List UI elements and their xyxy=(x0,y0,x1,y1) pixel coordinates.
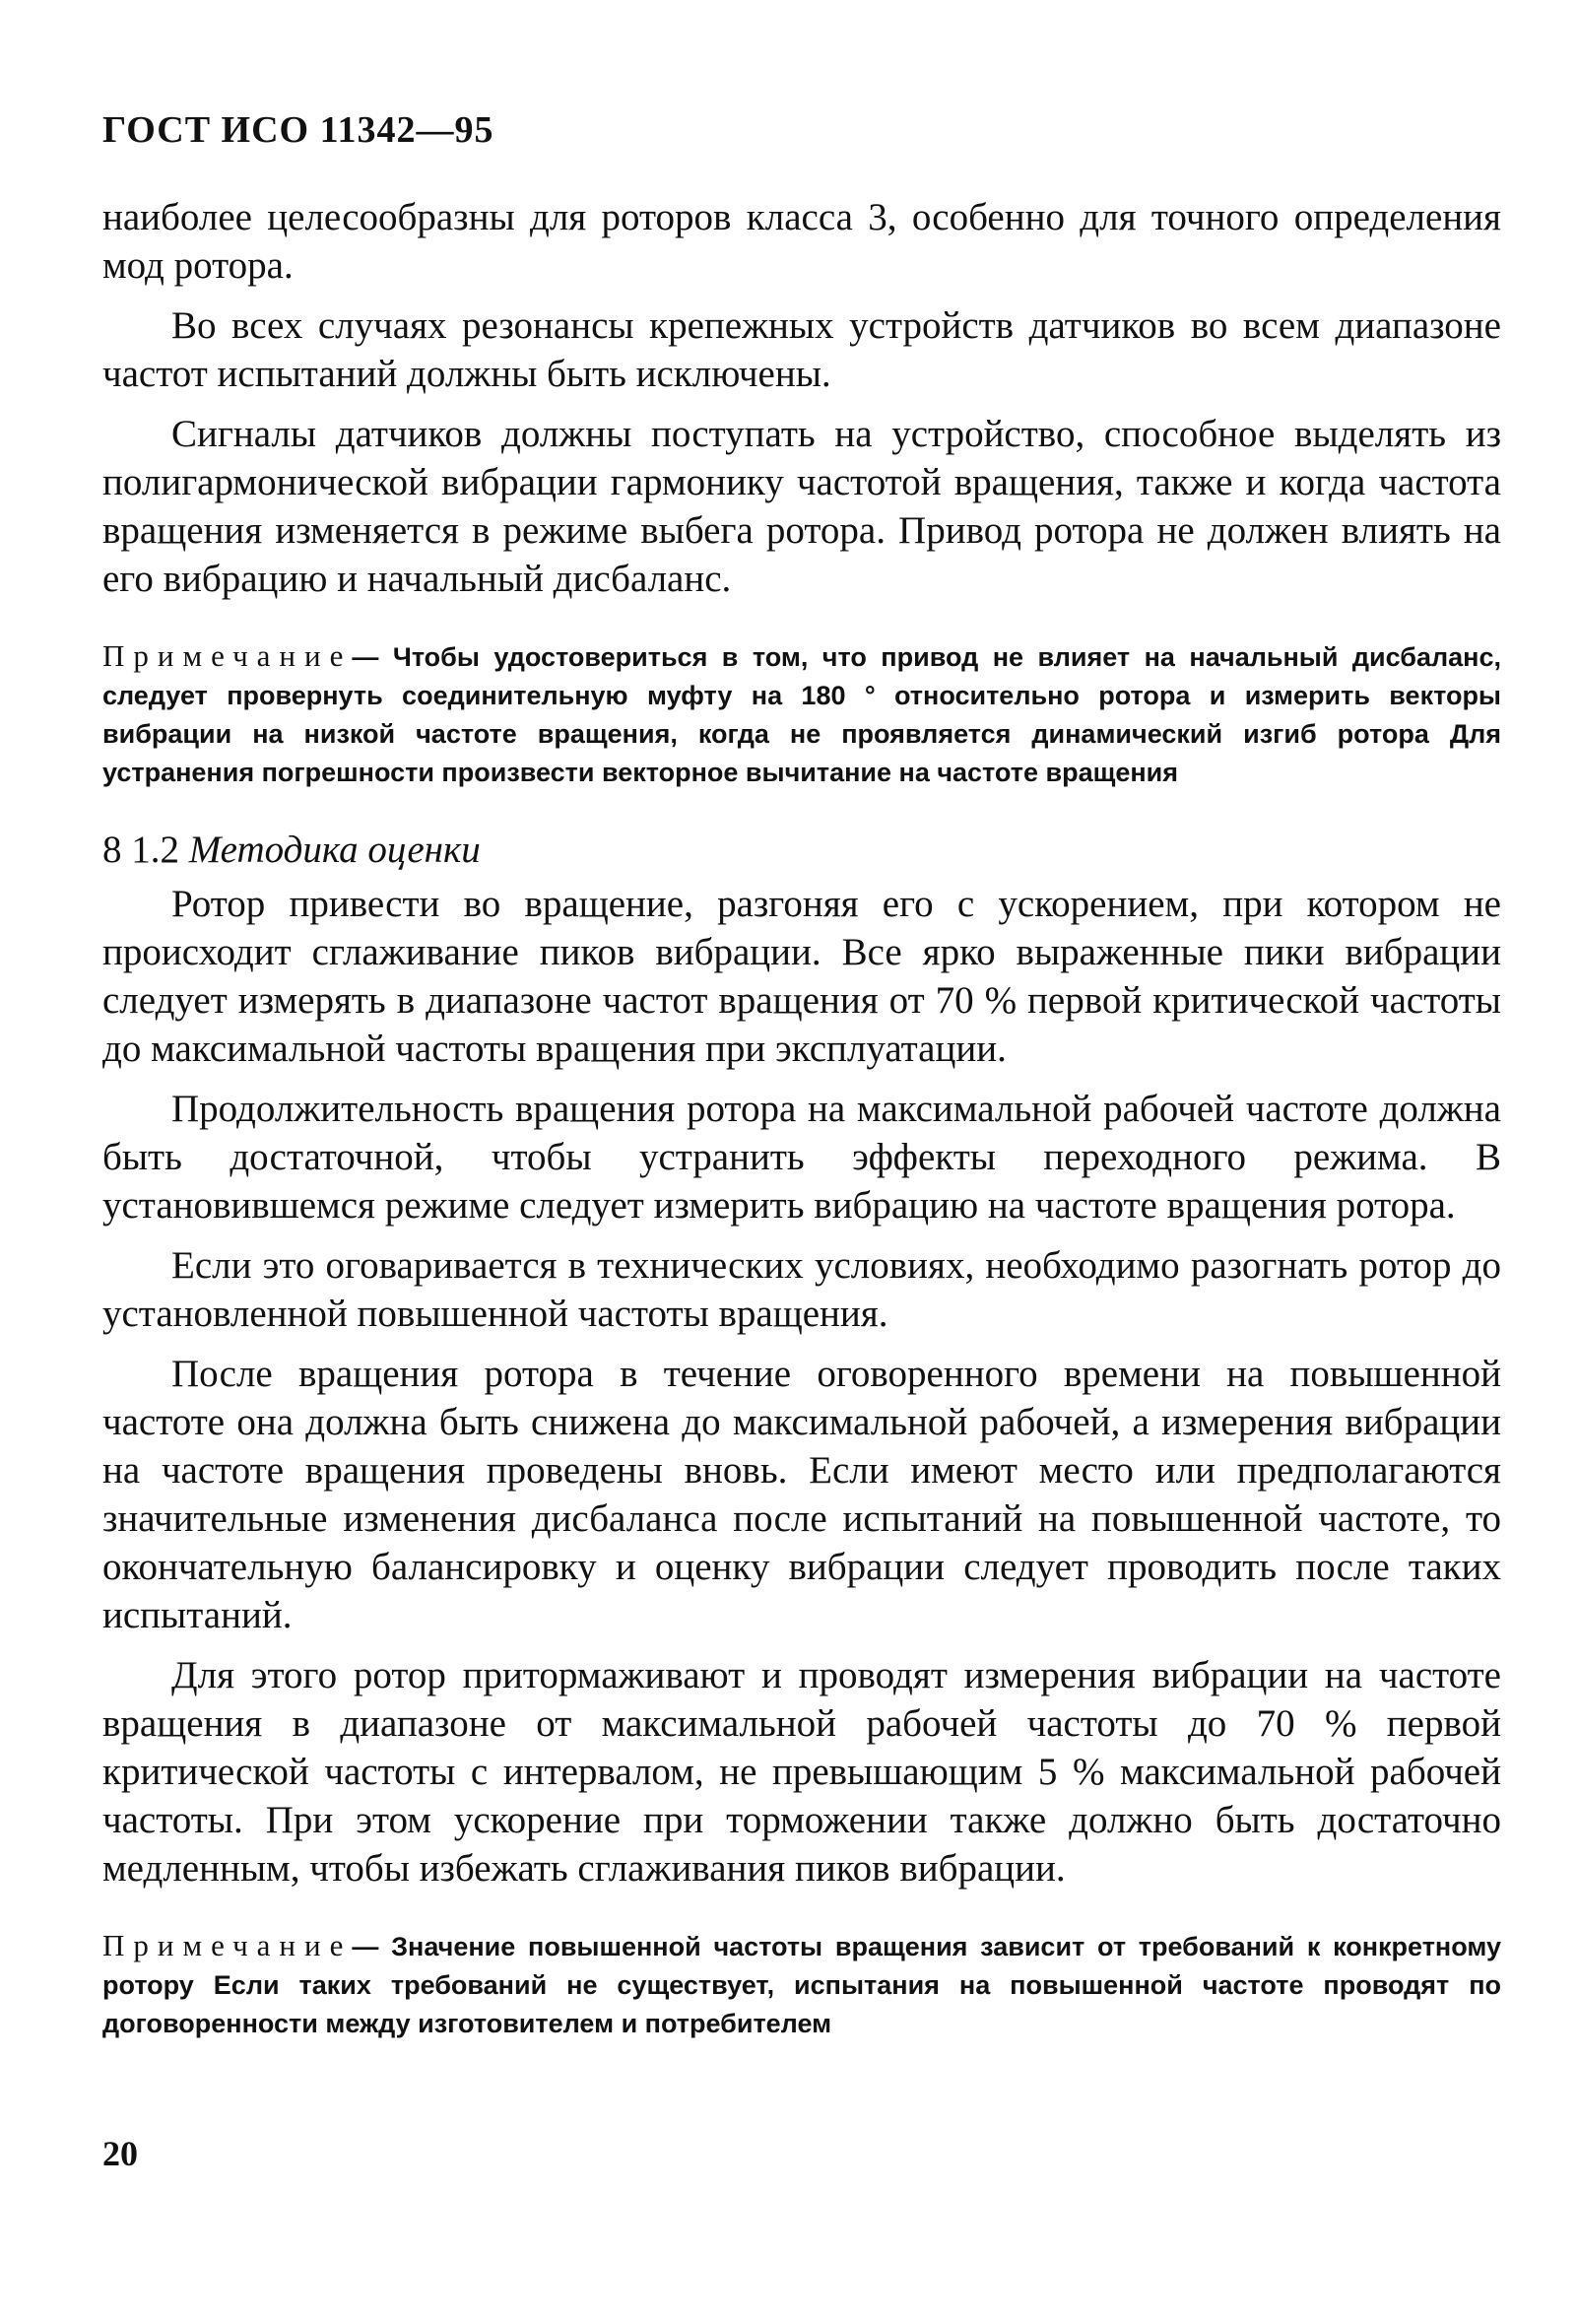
section-heading xyxy=(102,826,1501,874)
section-title: Методика оценки xyxy=(188,828,481,871)
paragraph-continuation: наиболее целесообразны для роторов класса 3, особенно для точного определения мод ротора. xyxy=(102,195,1501,287)
page-number: 20 xyxy=(102,2134,138,2173)
paragraph-resonances: Во всех случаях резонансы крепежных устройств датчиков во всем диапазоне частот испытаний должны быть исключены. xyxy=(102,303,1501,395)
paragraph-braking: Для этого ротор притормаживают и проводят измерения вибрации на частоте вращения в диапазоне от максимальной рабочей частоты до 70 % первой критической частоты с интервалом, не превышающим 5 % максимальной рабочей частоты. При этом ускорение при торможении также должно быть достаточно медленным, чтобы избежать сглаживания пиков вибрации. xyxy=(102,1653,1501,1890)
note-2-text: — Значение повышенной частоты вращения зависит от требований к конкретному ротору Если таких требований не существует, испытания на повышенной частоте проводят по договоренности между изготовителем и потребителем xyxy=(102,1931,1501,2038)
note-1-label: Примечание xyxy=(102,637,353,673)
paragraph-acceleration: Ротор привести во вращение, разгоняя его с ускорением, при котором не происходит сглаживание пиков вибрации. Все ярко выраженные пики вибрации следует измерять в диапазоне частот вращения от 70 % первой критической частоты до максимальной частоты вращения при эксплуатации. xyxy=(102,882,1501,1070)
paragraph-after-rotation: После вращения ротора в течение оговоренного времени на повышенной частоте она должна быть снижена до максимальной рабочей, а измерения вибрации на частоте вращения проведены вновь. Если имеют место или предполагаются значительные изменения дисбаланса после испытаний на повышенной частоте, то окончательную балансировку и оценку вибрации следует проводить после таких испытаний. xyxy=(102,1352,1501,1636)
section-number: 8 1.2 xyxy=(102,828,179,871)
page-header: ГОСТ ИСО 11342—95 xyxy=(102,109,494,151)
note-2-label: Примечание xyxy=(102,1927,353,1962)
paragraph-sensor-signals: Сигналы датчиков должны поступать на устройство, способное выделять из полигармонической вибрации гармонику частотой вращения, также и когда частота вращения изменяется в режиме выбега ротора. Привод ротора не должен влиять на его вибрацию и начальный дисбаланс. xyxy=(102,412,1501,600)
note-2 xyxy=(102,1926,1501,2043)
document-page xyxy=(102,108,1501,2077)
note-1 xyxy=(102,636,1501,792)
paragraph-overspeed: Если это оговаривается в технических условиях, необходимо разогнать ротор до установленной повышенной частоты вращения. xyxy=(102,1243,1501,1335)
paragraph-duration: Продолжительность вращения ротора на максимальной рабочей частоте должна быть достаточной, чтобы устранить эффекты переходного режима. В установившемся режиме следует измерить вибрацию на частоте вращения ротора. xyxy=(102,1087,1501,1227)
note-1-text: — Чтобы удостовериться в том, что привод не влияет на начальный дисбаланс, следует провернуть соединительную муфту на 180 ° относительно ротора и измерить векторы вибрации на низкой частоте вращения, когда не проявляется динамический изгиб ротора Для устранения погрешности произвести векторное вычитание на частоте вращения xyxy=(102,641,1501,787)
